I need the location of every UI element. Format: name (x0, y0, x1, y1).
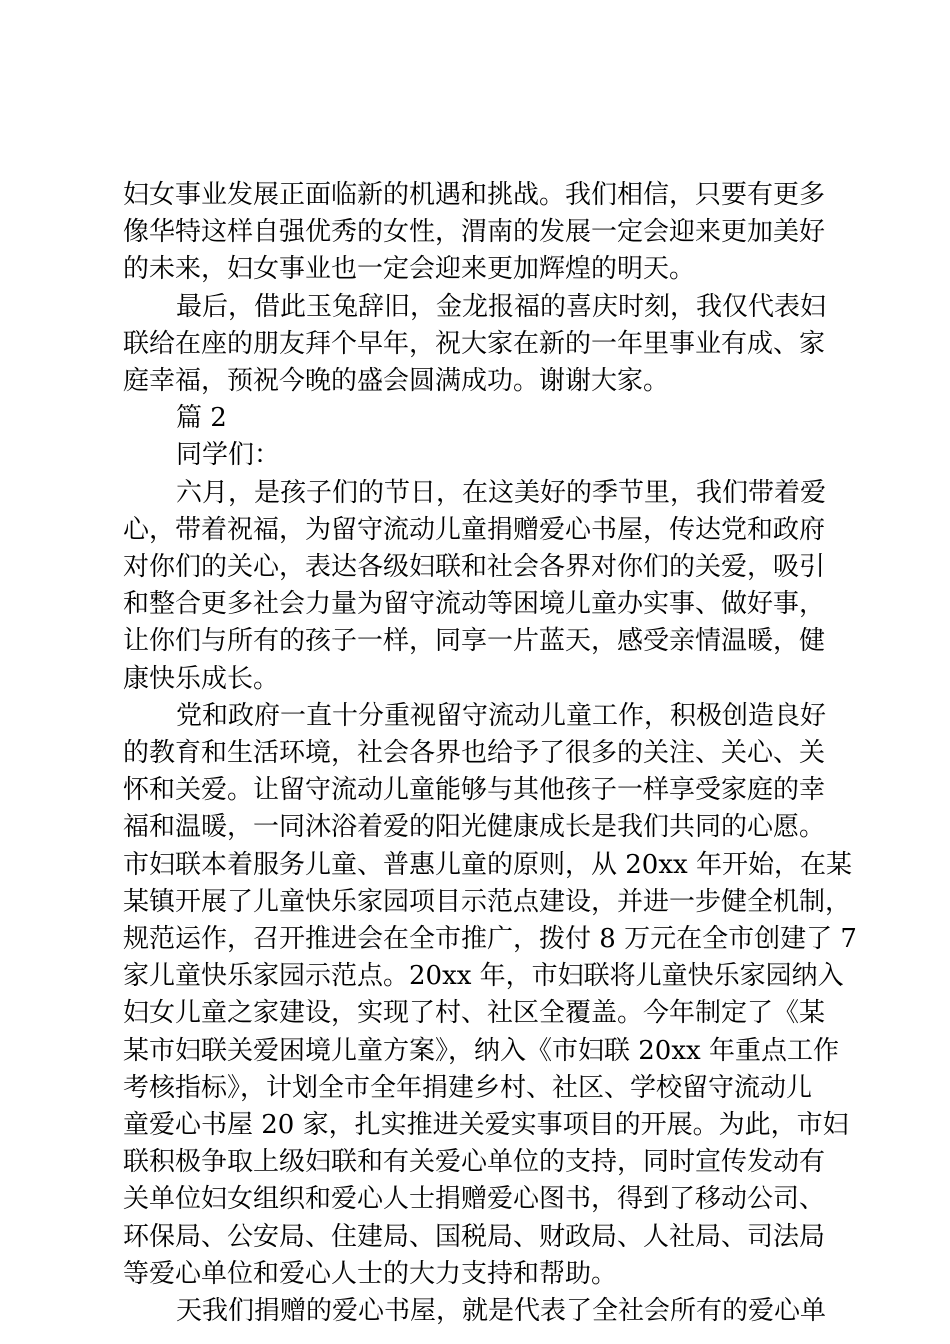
text-line: 某镇开展了儿童快乐家园项目示范点建设，并进一步健全机制， (123, 887, 852, 917)
text-line: 童爱心书屋 20 家，扎实推进关爱实事项目的开展。为此，市妇 (123, 1110, 849, 1140)
text-line: 关单位妇女组织和爱心人士捐赠爱心图书，得到了移动公司、 (123, 1184, 826, 1214)
text-line: 福和温暖，一同沐浴着爱的阳光健康成长是我们共同的心愿。 (123, 812, 826, 842)
text-line: 让你们与所有的孩子一样，同享一片蓝天，感受亲情温暖，健 (123, 626, 826, 656)
text-line: 联积极争取上级妇联和有关爱心单位的支持，同时宣传发动有 (123, 1147, 826, 1177)
text-line: 家儿童快乐家园示范点。20xx 年，市妇联将儿童快乐家园纳入 (123, 961, 844, 991)
text-line: 联给在座的朋友拜个早年，祝大家在新的一年里事业有成、家 (123, 329, 826, 359)
text-line: 庭幸福，预祝今晚的盛会圆满成功。谢谢大家。 (123, 366, 670, 396)
text-line: 怀和关爱。让留守流动儿童能够与其他孩子一样享受家庭的幸 (123, 775, 826, 805)
text-line: 等爱心单位和爱心人士的大力支持和帮助。 (123, 1259, 618, 1289)
text-line: 对你们的关心，表达各级妇联和社会各界对你们的关爱，吸引 (123, 552, 826, 582)
text-line: 某市妇联关爱困境儿童方案》，纳入《市妇联 20xx 年重点工作 (123, 1036, 839, 1066)
text-line: 的教育和生活环境，社会各界也给予了很多的关注、关心、关 (123, 738, 826, 768)
salutation: 同学们： (176, 440, 281, 470)
text-line: 心，带着祝福，为留守流动儿童捐赠爱心书屋，传达党和政府 (123, 515, 826, 545)
text-line: 和整合更多社会力量为留守流动等困境儿童办实事、做好事， (123, 589, 826, 619)
text-line: 的未来，妇女事业也一定会迎来更加辉煌的明天。 (123, 254, 696, 284)
text-line: 妇女事业发展正面临新的机遇和挑战。我们相信，只要有更多 (123, 180, 826, 210)
text-line: 康快乐成长。 (123, 664, 280, 694)
text-line: 规范运作，召开推进会在全市推广，拨付 8 万元在全市创建了 7 (123, 924, 857, 954)
text-line: 像华特这样自强优秀的女性，渭南的发展一定会迎来更加美好 (123, 217, 826, 247)
text-line: 天我们捐赠的爱心书屋，就是代表了全社会所有的爱心单 (176, 1296, 827, 1326)
text-line: 市妇联本着服务儿童、普惠儿童的原则，从 20xx 年开始，在某 (123, 850, 852, 880)
text-line: 妇女儿童之家建设，实现了村、社区全覆盖。今年制定了《某 (123, 998, 826, 1028)
text-line: 环保局、公安局、住建局、国税局、财政局、人社局、司法局 (123, 1222, 826, 1252)
section-heading: 篇 2 (176, 403, 227, 433)
text-line: 考核指标》，计划全市全年捐建乡村、社区、学校留守流动儿 (123, 1073, 813, 1103)
text-line: 六月，是孩子们的节日，在这美好的季节里，我们带着爱 (176, 478, 827, 508)
text-line: 最后，借此玉兔辞旧，金龙报福的喜庆时刻，我仅代表妇 (176, 292, 827, 322)
text-line: 党和政府一直十分重视留守流动儿童工作，积极创造良好 (176, 701, 827, 731)
